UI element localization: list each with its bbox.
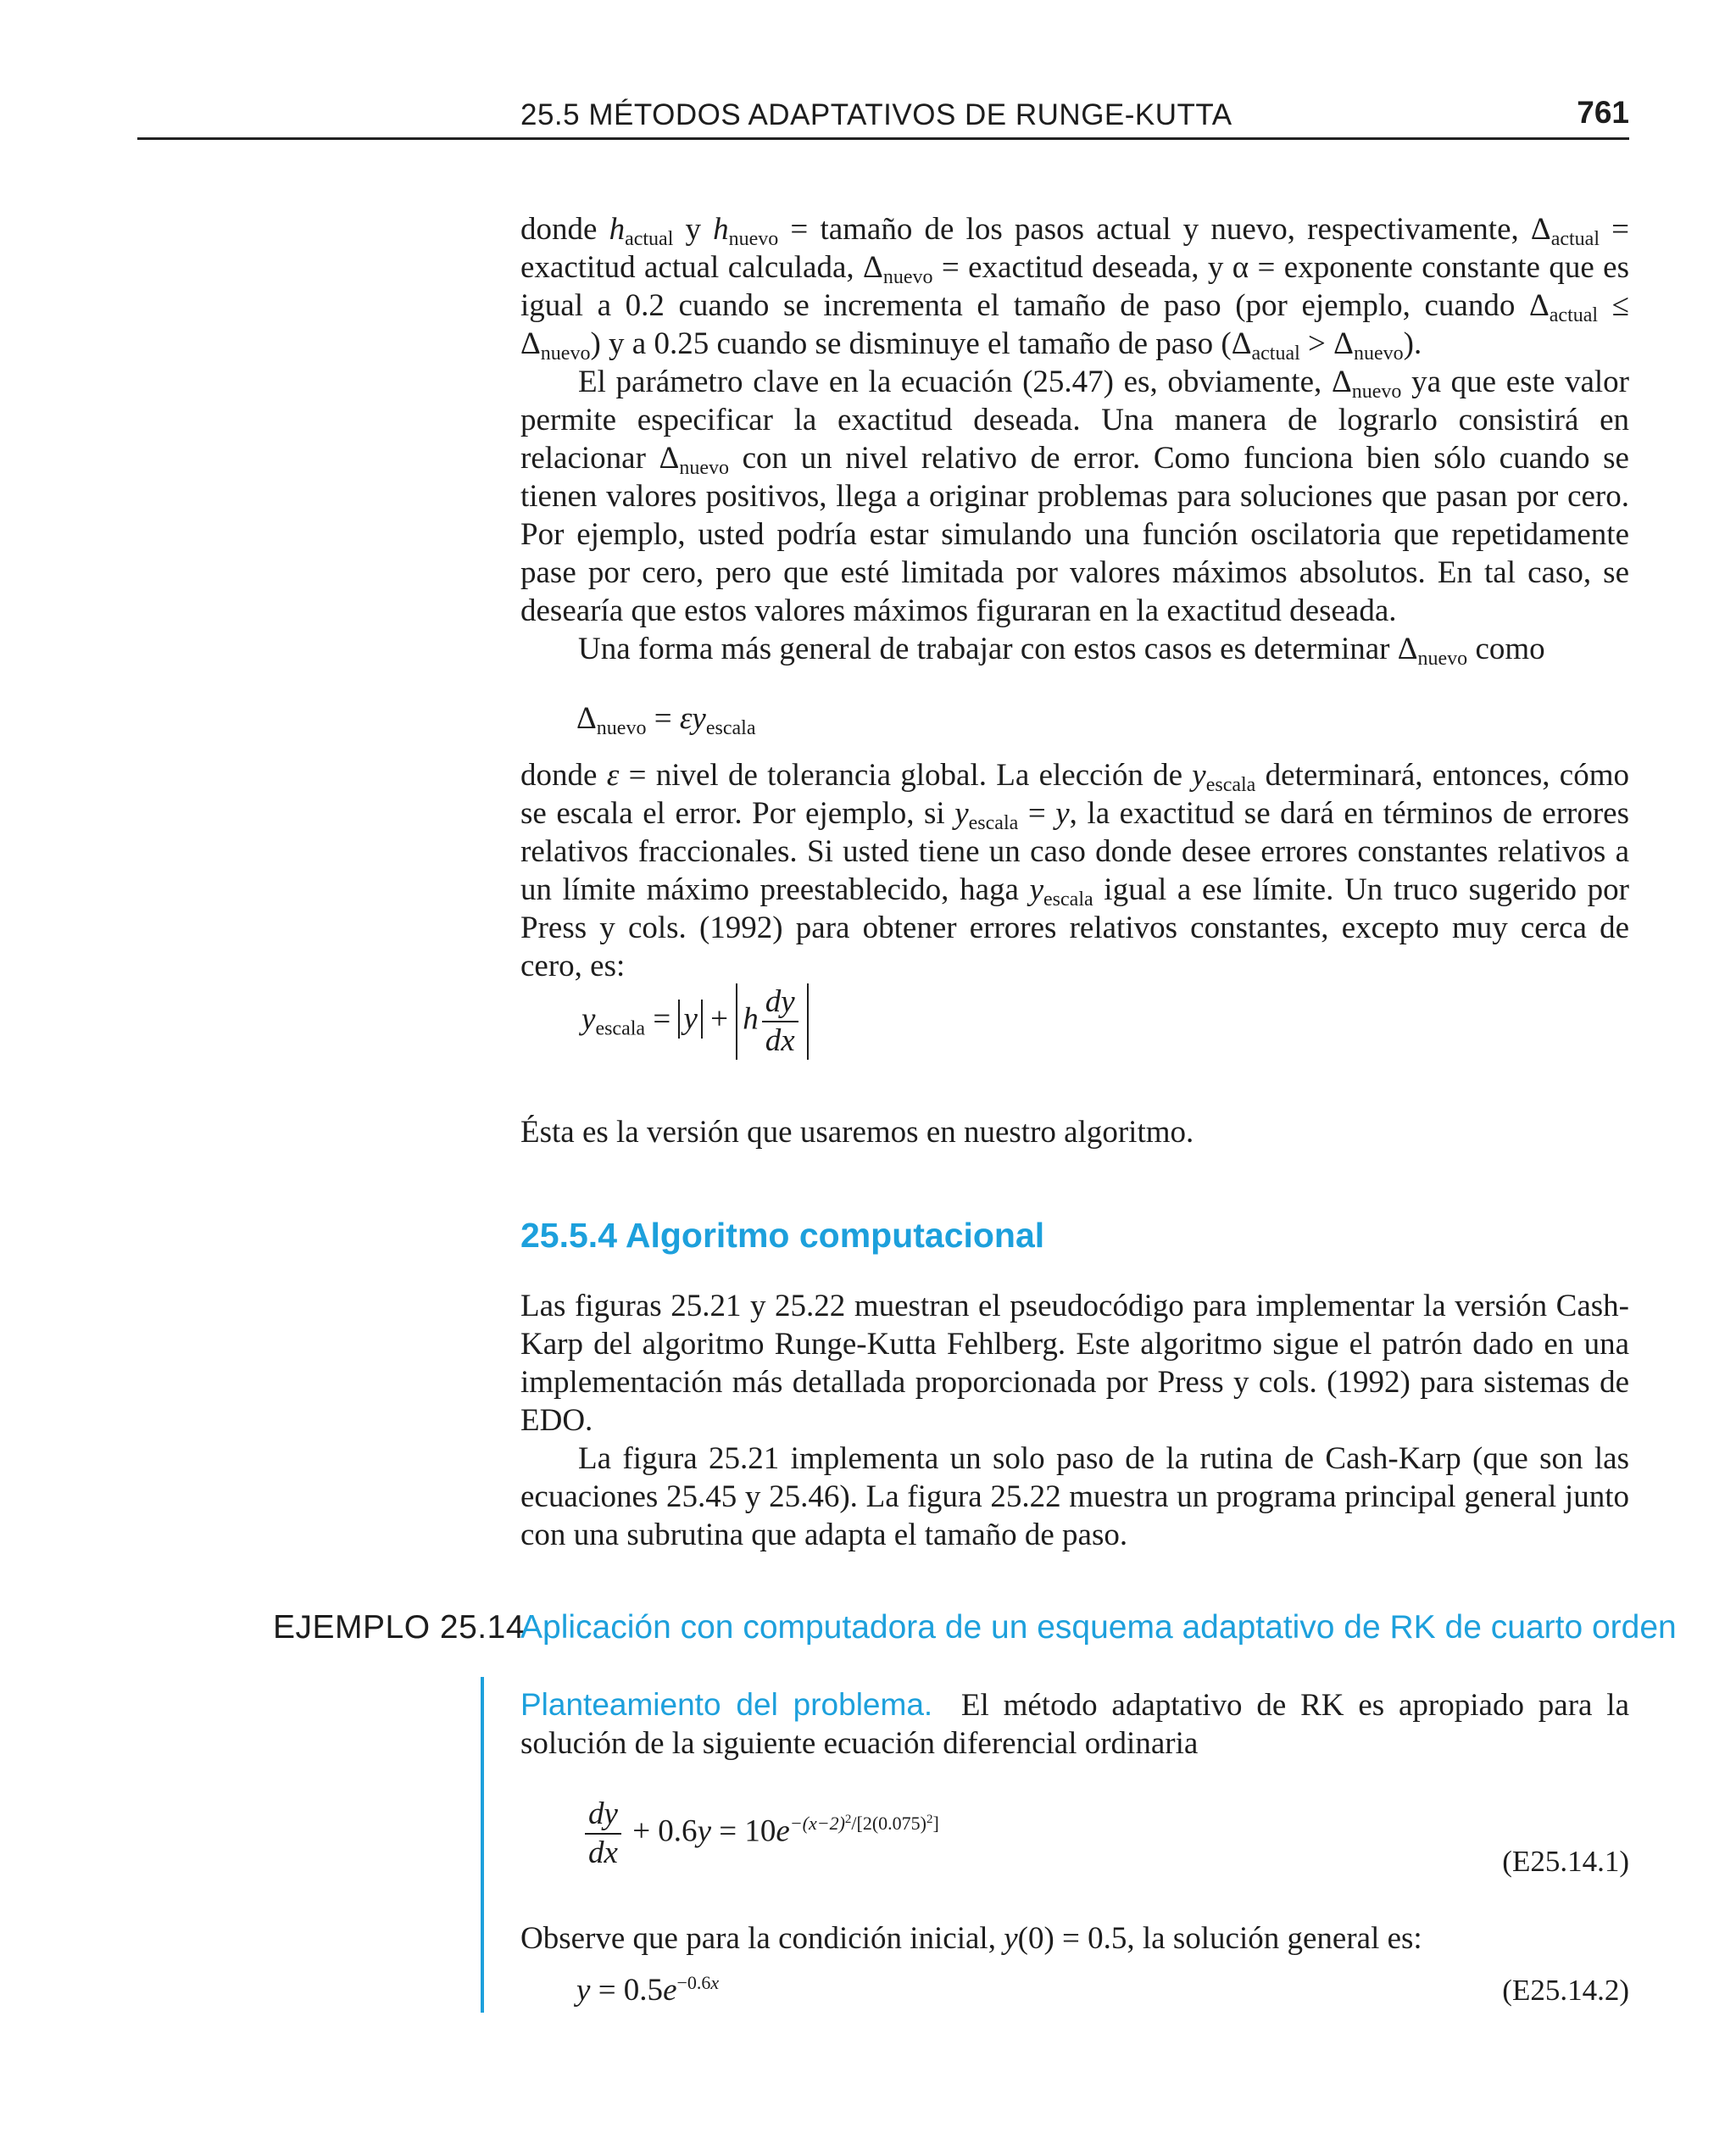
paragraph-tolerance: donde ε = nivel de tolerancia global. La elección de $y_{escala}$ determinará, entonces, cómo se escala el error. Por ejemplo, si $y_{escala} = y$, la exactitud se dará en términos de errores relativos fraccionales. Si usted tiene un caso donde desee errores constantes relativos a un límite máximo preestablecido, haga $y_{escala}$ igual a ese límite. Un truco sugerido por Press y cols. (1992) para obtener errores relativos constantes, excepto muy cerca de cero, es:	[520, 758, 1629, 983]
example-problem-statement: Planteamiento del problema. El método adaptativo de RK es apropiado para la solución de la siguiente ecuación diferencial ordinaria	[520, 1687, 1629, 1761]
example-label: EJEMPLO 25.14	[273, 1609, 525, 1646]
equation-delta-nuevo: $\Delta_{nuevo} = \varepsilon y_{escala}$	[576, 701, 756, 739]
paragraph-definitions: donde $h_{actual}$ y $h_{nuevo}$ = tamaño de los pasos actual y nuevo, respectivamente, $\Delta_{actual}$ = exactitud actual calculada, $\Delta_{nuevo}$ = exactitud deseada, y α = exponente constante que es igual a 0.2 cuando se incrementa el tamaño de paso (por ejemplo, cuando $\Delta_{actual} \le \Delta_{nuevo}$) y a 0.25 cuando se disminuye el tamaño de paso $(\Delta_{actual} > \Delta_{nuevo})$.	[520, 212, 1629, 365]
page-number: 761	[1577, 95, 1629, 130]
equation-e25-14-2: $y = 0.5e^{-0.6x}$	[576, 1972, 720, 2008]
equation-number-e25-14-1: (E25.14.1)	[1502, 1845, 1629, 1878]
equation-e25-14-1: $\frac{dy}{dx}$ + $0.6y = 10e^{-(x-2)^2/[2(0.075)^2]}$	[581, 1796, 939, 1872]
paragraph-key-parameter: El parámetro clave en la ecuación (25.47) es, obviamente, $\Delta_{nuevo}$ ya que este valor permite especificar la exactitud deseada. Una manera de lograrlo consistirá en relacionar $\Delta_{nuevo}$ con un nivel relativo de error. Como funciona bien sólo cuando se tienen valores positivos, llega a originar problemas para soluciones que pasan por cero. Por ejemplo, usted podría estar simulando una función oscilatoria que repetidamente pase por cero, pero que esté limitada por valores máximos absolutos. En tal caso, se desearía que estos valores máximos figuraran en la exactitud deseada.	[520, 365, 1629, 628]
section-title: 25.5 MÉTODOS ADAPTATIVOS DE RUNGE-KUTTA	[520, 98, 1232, 131]
paragraph-general-form: Una forma más general de trabajar con estos casos es determinar $\Delta_{nuevo}$ como	[578, 632, 1545, 670]
example-title: Aplicación con computadora de un esquema adaptativo de RK de cuarto orden	[520, 1609, 1677, 1646]
paragraph-figure-2521: La figura 25.21 implementa un solo paso de la rutina de Cash-Karp (que son las ecuaciones 25.45 y 25.46). La figura 25.22 muestra un programa principal general junto con una subrutina que adapta el tamaño de paso.	[520, 1441, 1629, 1552]
equation-number-e25-14-2: (E25.14.2)	[1502, 1974, 1629, 2007]
paragraph-version: Ésta es la versión que usaremos en nuestro algoritmo.	[520, 1115, 1194, 1150]
equation-y-escala: $y_{escala} = y + h$ $\frac{dy}{dx}$	[581, 983, 809, 1060]
running-header	[137, 93, 1629, 140]
section-heading: 25.5.4 Algoritmo computacional	[520, 1216, 1045, 1255]
paragraph-initial-condition: Observe que para la condición inicial, y(0) = 0.5, la solución general es:	[520, 1921, 1422, 1956]
example-accent-bar	[481, 1677, 484, 2013]
paragraph-figures: Las figuras 25.21 y 25.22 muestran el pseudocódigo para implementar la versión Cash-Karp del algoritmo Runge-Kutta Fehlberg. Este algoritmo sigue el patrón dado en una implementación más detallada proporcionada por Press y cols. (1992) para sistemas de EDO.	[520, 1289, 1629, 1438]
